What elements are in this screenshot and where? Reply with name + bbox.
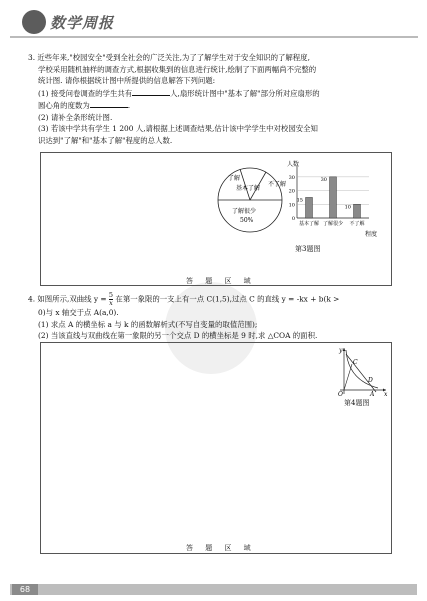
y-axis-label: y xyxy=(339,347,343,354)
bar-y-tick-label: 0 xyxy=(291,216,295,222)
hyperbola-curve xyxy=(346,350,378,388)
pie-label-pct: 50% xyxy=(240,217,254,224)
q3-caption: 第3题图 xyxy=(295,245,321,253)
bar-chart xyxy=(285,160,385,240)
bar-xlabel: 程度 xyxy=(365,231,378,238)
bar-y-tick-label: 20 xyxy=(288,188,295,195)
fraction-denominator: x xyxy=(109,299,113,307)
q3-text: 人,扇形统计图中"基本了解"部分所对应扇形的 xyxy=(170,88,320,98)
pie-label-know: 了解 xyxy=(228,175,241,182)
hyperbola-figure xyxy=(330,346,390,396)
q4-part-2: (2) 当该直线与双曲线在第一象限的另一个交点 D 的横坐标是 9 时,求 △COA 的面积. xyxy=(38,331,318,340)
q3-part-3: (3) 若该中学共有学生 1 200 人,请根据上述调查结果,估计该中学学生中对校园安全知 xyxy=(38,124,318,133)
segment-oc xyxy=(344,364,352,390)
q4-line: 0)与 x 轴交于点 A(a,0). xyxy=(38,308,119,317)
q3-text: . xyxy=(127,101,131,110)
footer-band xyxy=(10,584,417,595)
question-4 xyxy=(28,292,400,342)
bar-y-tick-label: 10 xyxy=(288,202,295,209)
q3-line: 3. 近些年来,"校园安全"受到全社会的广泛关注,为了了解学生对于安全知识的了解程度, xyxy=(28,53,310,62)
q3-line: 统计图. 请你根据统计图中所提供的信息解答下列问题: xyxy=(38,76,216,85)
q3-text: 圆心角的度数为 xyxy=(38,101,90,110)
y-axis-arrow xyxy=(343,348,346,351)
point-d-label: D xyxy=(368,377,373,384)
bar-category-label: 不了解 xyxy=(349,221,365,227)
pie-label-basic: 基本了解 xyxy=(236,185,261,192)
page-header xyxy=(10,4,418,44)
pie-label-none: 不了解 xyxy=(268,181,287,188)
bar xyxy=(306,197,313,218)
bar-value-label: 30 xyxy=(320,176,327,183)
bar-value-label: 15 xyxy=(296,197,303,204)
bar-category-label: 基本了解 xyxy=(298,221,320,227)
q3-line: 学校采用随机抽样的调查方式,根据收集到的信息进行统计,绘制了下面两幅尚不完整的 xyxy=(38,64,317,74)
page-number: 68 xyxy=(12,584,38,595)
q4-line xyxy=(28,292,400,307)
bar xyxy=(330,177,337,218)
fraction xyxy=(109,292,113,307)
q3-part-2: (2) 请补全条形统计图. xyxy=(38,112,113,122)
header-rule xyxy=(10,36,418,38)
header-logo: 数学周报 xyxy=(50,14,115,32)
answer-blank[interactable] xyxy=(90,99,131,110)
q4-text: 在第一象限的一支上有一点 C(1,5),过点 C 的直线 y = -kx + b(k > xyxy=(115,294,340,304)
q4-part-1: (1) 求点 A 的横坐标 a 与 k 的函数解析式(不写自变量的取值范围); xyxy=(38,319,258,329)
answer-area-label: 答 题 区 域 xyxy=(186,544,256,552)
bar-ylabel: 人数 xyxy=(287,161,300,168)
x-axis-label: x xyxy=(384,391,388,396)
bar-value-label: 10 xyxy=(344,204,351,211)
point-c-label: C xyxy=(353,359,358,366)
q4-caption: 第4题图 xyxy=(344,399,370,407)
answer-area-label: 答 题 区 域 xyxy=(186,277,256,285)
q3-part-1 xyxy=(28,87,400,100)
answer-blank[interactable] xyxy=(132,87,170,96)
bar-category-label: 了解很少 xyxy=(322,221,344,227)
q3-part-3-cont: 识达到"了解"和"基本了解"程度的总人数. xyxy=(38,135,173,145)
logo-icon xyxy=(22,10,46,34)
q3-part-1-cont xyxy=(28,99,400,112)
q4-text: 4. 如图所示,双曲线 y = xyxy=(28,294,107,304)
question-3 xyxy=(28,52,400,146)
fraction-numerator: 5 xyxy=(108,291,114,299)
point-a-label: A xyxy=(370,391,375,396)
bar xyxy=(354,204,361,218)
origin-label: O xyxy=(338,391,343,396)
pie-label-little: 了解很少 xyxy=(232,208,257,215)
q3-text: (1) 接受问卷调查的学生共有 xyxy=(38,88,133,98)
bar-marks xyxy=(297,177,365,227)
page-footer xyxy=(0,580,427,601)
line-cd xyxy=(346,354,376,392)
bar-y-tick-label: 30 xyxy=(288,174,295,181)
